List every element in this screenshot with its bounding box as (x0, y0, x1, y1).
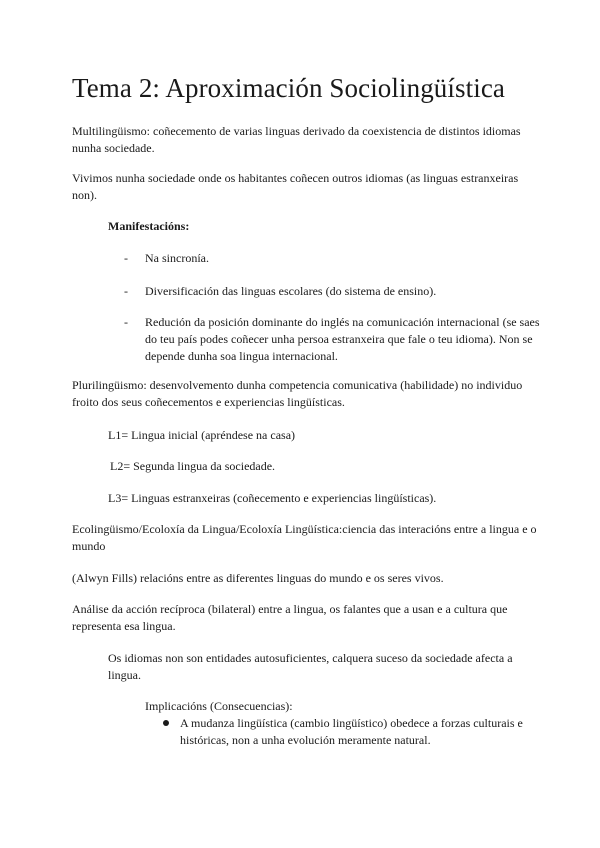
implicacions-heading: Implicacións (Consecuencias): (145, 699, 293, 713)
dash-marker: - (124, 251, 128, 265)
dash-marker: - (124, 284, 128, 298)
analise-paragraph: Análise da acción recíproca (bilateral) entre a lingua, os falantes que a usan e a cultura que representa esa lingua. (72, 602, 508, 633)
manifestacion-item: Redución da posición dominante do inglés na comunicación internacional (se saes do teu país podes coñecer unha persoa estranxeira que fale o teu idioma). Non se depende dunha soa lingua internacional. (145, 315, 540, 363)
page-title: Tema 2: Aproximación Sociolingüística (72, 73, 505, 103)
alwyn-fills-paragraph: (Alwyn Fills) relacións entre as diferentes linguas do mundo e os seres vivos. (72, 571, 444, 585)
vivimos-paragraph: Vivimos nunha sociedade onde os habitantes coñecen outros idiomas (as linguas estranxeiras non). (72, 171, 519, 202)
manifestacion-item: Na sincronía. (145, 251, 209, 265)
ecolinguismo-paragraph: Ecolingüismo/Ecoloxía da Lingua/Ecoloxía Lingüística:ciencia das interacións entre a lingua e o mundo (72, 522, 537, 553)
manifestacion-item: Diversificación das linguas escolares (do sistema de ensino). (145, 284, 437, 298)
l1-line: L1= Lingua inicial (apréndese na casa) (108, 428, 296, 442)
bullet-icon (163, 720, 169, 726)
manifestacions-heading: Manifestacións: (108, 219, 190, 233)
dash-marker: - (124, 315, 128, 329)
plurilinguismo-paragraph: Plurilingüismo: desenvolvemento dunha competencia comunicativa (habilidade) no individuo froito dos seus coñecementos e experiencias lingüísticas. (72, 378, 523, 409)
idiomas-paragraph: Os idiomas non son entidades autosuficientes, calquera suceso da sociedade afecta a lingua. (108, 651, 513, 682)
implicacion-item: A mudanza lingüística (cambio lingüístico) obedece a forzas culturais e históricas, non a unha evolución meramente natural. (180, 716, 523, 747)
multilinguismo-paragraph: Multilingüismo: coñecemento de varias linguas derivado da coexistencia de distintos idiomas nunha sociedade. (72, 124, 521, 155)
l3-line: L3= Linguas estranxeiras (coñecemento e experiencias lingüísticas). (108, 491, 437, 505)
l2-line: L2= Segunda lingua da sociedade. (110, 459, 276, 473)
